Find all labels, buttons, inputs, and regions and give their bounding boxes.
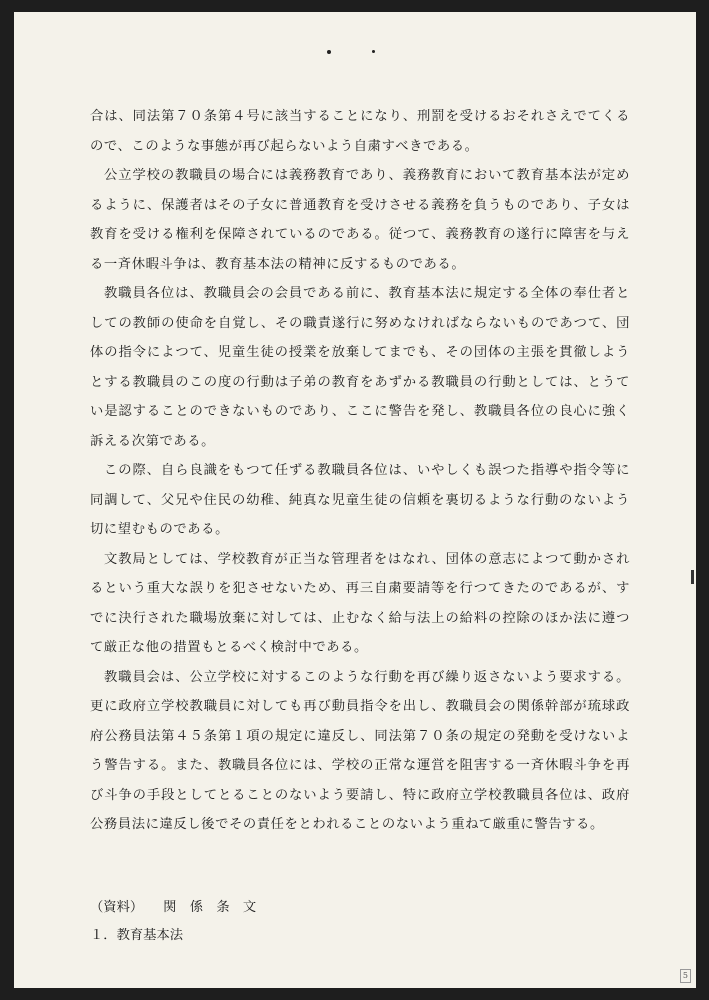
punch-dot: [327, 50, 331, 54]
paragraph: 合は、同法第７０条第４号に該当することになり、刑罰を受けるおそれさえでてくるので、このような事態が再び起らないよう自粛すべきである。: [90, 109, 630, 154]
document-body: [90, 102, 630, 840]
paragraph: 教職員会は、公立学校に対するこのような行動を再び繰り返さないよう要求する。更に政府立学校教職員に対しても再び動員指令を出し、教職員会の関係幹部が琉球政府公務員法第４５条第１項の規定に違反し、同法第７０条の規定の発動を受けないよう警告する。また、教職員各位には、学校の正常な運営を阻害する一斉休暇斗争を再び斗争の手段としてとることのないよう要請し、特に政府立学校教職員各位は、政府公務員法に違反し後でその責任をとわれることのないよう重ねて厳重に警告する。: [90, 669, 630, 832]
document-page: [14, 12, 696, 988]
paragraph: この際、自ら良識をもつて任ずる教職員各位は、いやしくも誤つた指導や指令等に同調して、父兄や住民の幼稚、純真な児童生徒の信頼を裏切るような行動のないよう切に望むものである。: [90, 463, 630, 537]
paragraph: 教職員各位は、教職員会の会員である前に、教育基本法に規定する全体の奉仕者としての教師の使命を自覚し、その職責遂行に努めなければならないものであつて、団体の指令によつて、児童生徒の授業を放棄してまでも、その団体の主張を貫徹しようとする教職員のこの度の行動は子弟の教育をあずかる教職員の行動としては、とうてい是認することのできないものであり、ここに警告を発し、教職員各位の良心に強く訴える次第である。: [90, 286, 630, 449]
reference-item: １．教育基本法: [90, 928, 184, 943]
paragraph: 文教局としては、学校教育が正当な管理者をはなれ、団体の意志によつて動かされるという重大な誤りを犯させないため、再三自粛要請等を行つてきたのであるが、すでに決行された職場放棄に対しては、止むなく給与法上の給料の控除のほか法に遵つて厳正な他の措置もとるべく検討中である。: [90, 551, 630, 655]
top-marks: [14, 50, 696, 62]
page-number: 5: [680, 969, 691, 983]
paragraph: 公立学校の教職員の場合には義務教育であり、義務教育において教育基本法が定めるように、保護者はその子女に普通教育を受けさせる義務を負うものであり、子女は教育を受ける権利を保障されているのである。従つて、義務教育の遂行に障害を与える一斉休暇斗争は、教育基本法の精神に反するものである。: [90, 168, 630, 272]
reference-heading: （資料） 関 係 条 文: [90, 900, 257, 915]
punch-dot: [372, 50, 375, 53]
reference-section: [90, 894, 256, 950]
edge-mark: [691, 570, 694, 584]
